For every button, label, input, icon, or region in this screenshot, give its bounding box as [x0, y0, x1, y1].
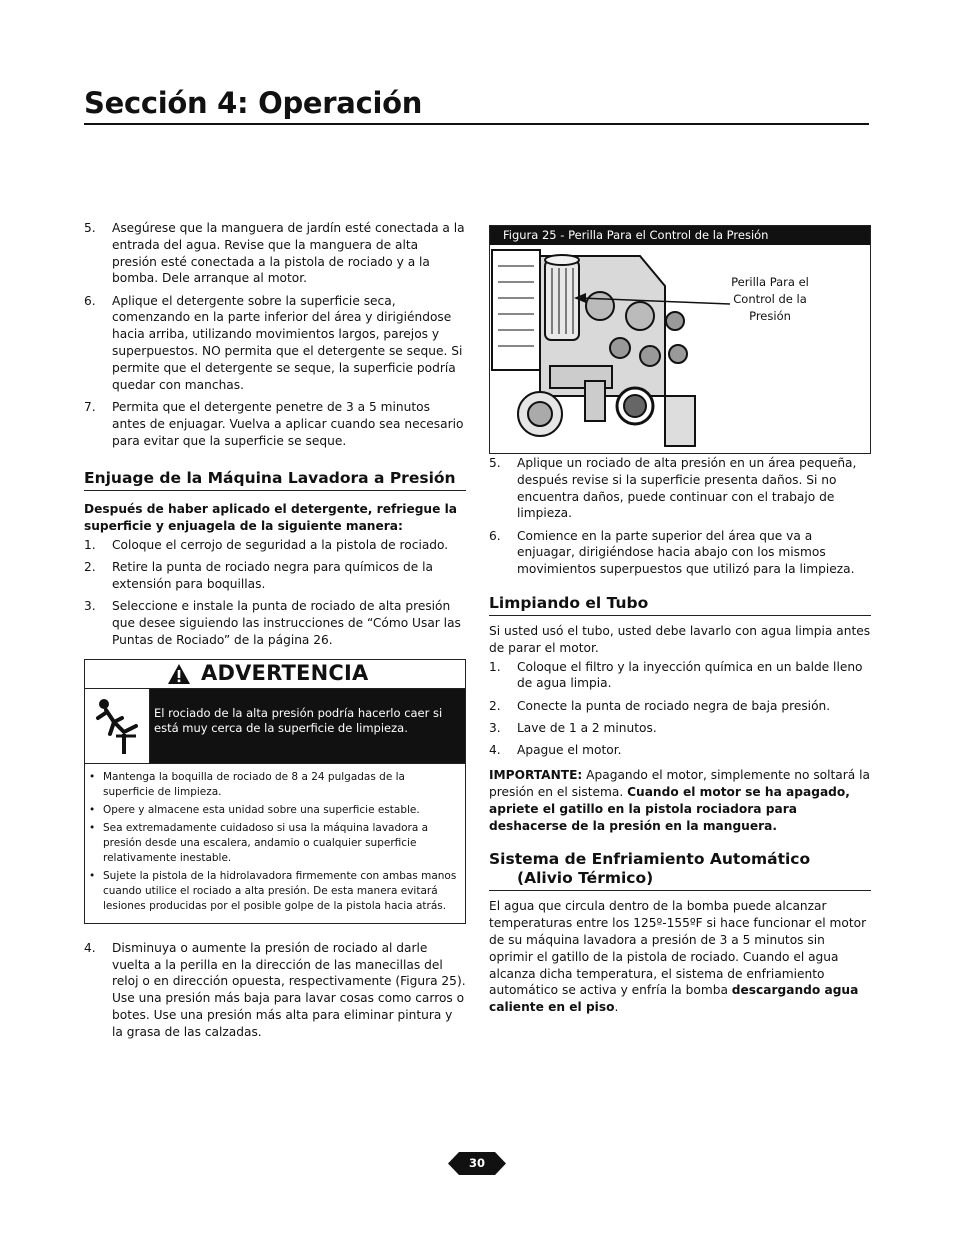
right-column — [489, 455, 871, 1022]
rinse-heading: Enjuage de la Máquina Lavadora a Presión — [84, 469, 466, 491]
list-item: 3. Lave de 1 a 2 minutos. — [489, 721, 657, 736]
important-note: IMPORTANTE: Apagando el motor, simplemente no soltará la presión en el sistema. Cuando el motor se ha apagado, apriete el gatillo en la pistola rociadora para deshacerse de la presión en la manguera. — [489, 768, 870, 833]
slip-fall-icon — [85, 689, 150, 763]
warning-bullets — [85, 764, 465, 923]
list-item: • Sujete la pistola de la hidrolavadora firmemente con ambas manos cuando utilice el rociado a alta presión. De esta manera evitará lesiones producidas por el posible golpe de la pistola hacia atrás. — [103, 869, 459, 914]
list-item: 6. Comience en la parte superior del área que va a enjuagar, dirigiéndose hacia abajo con los mismos movimientos superpuestos que utilizó para la limpieza. — [489, 528, 855, 577]
list-item: 5. Asegúrese que la manguera de jardín esté conectada a la entrada del agua. Revise que la manguera de alta presión esté conectada a la pistola de rociado y a la bomba. Dele arranque al motor. — [84, 221, 465, 286]
figure-25 — [489, 225, 871, 454]
list-item: • Sea extremadamente cuidadoso si usa la máquina lavadora a presión desde una escalera, andamio o cualquier superficie relativamente inestable. — [103, 821, 459, 866]
warning-box — [84, 659, 466, 924]
rinse-steps-cont — [489, 455, 871, 578]
warning-body — [85, 689, 465, 764]
warning-message: El rociado de la alta presión podría hacerlo caer si está muy cerca de la superficie de limpieza. — [150, 689, 465, 763]
figure-caption: Figura 25 - Perilla Para el Control de la Presión — [490, 226, 870, 245]
cooling-heading: Sistema de Enfriamiento Automático (Alivio Térmico) — [489, 850, 871, 891]
list-item: 5. Aplique un rociado de alta presión en un área pequeña, después revise si la superficie presenta daños. Si no encuentra daños, puede continuar con el trabajo de limpieza. — [489, 456, 857, 521]
page-number-badge — [448, 1152, 506, 1175]
detergent-steps — [84, 220, 466, 449]
warning-header — [85, 660, 465, 689]
list-item: • Mantenga la boquilla de rociado de 8 a 24 pulgadas de la superficie de limpieza. — [103, 770, 459, 800]
list-item: 4. Apague el motor. — [489, 743, 622, 758]
list-item: 3. Seleccione e instale la punta de rociado de alta presión que desee siguiendo las instrucciones de “Cómo Usar las Puntas de Rociado” de la página 26. — [84, 599, 461, 647]
page-title: Sección 4: Operación — [84, 86, 423, 120]
list-item: 1. Coloque el filtro y la inyección química en un balde lleno de agua limpia. — [489, 659, 863, 691]
rinse-intro: Después de haber aplicado el detergente, refriegue la superficie y enjuagela de la siguiente manera: — [84, 502, 458, 534]
knob-label: Perilla Para el Control de la Presión — [731, 275, 809, 323]
left-column — [84, 220, 466, 1046]
list-item: 4. Disminuya o aumente la presión de rociado al darle vuelta a la perilla en la dirección de las manecillas del reloj o en dirección opuesta, respectivamente (Figura 25). Use una presión más baja para lavar cosas como carros o botes. Use una presión más alta para eliminar pintura y la grasa de las calzadas. — [84, 940, 466, 1039]
pressure-steps — [84, 940, 466, 1041]
warning-title: ADVERTENCIA — [201, 661, 369, 686]
list-item: 2. Conecte la punta de rociado negra de baja presión. — [489, 698, 831, 713]
list-item: 2. Retire la punta de rociado negra para químicos de la extensión para boquillas. — [84, 560, 433, 592]
cooling-text: El agua que circula dentro de la bomba puede alcanzar temperaturas entre los 125º-155ºF si hace funcionar el motor de su máquina lavadora a presión de 3 a 5 minutos sin oprimir el gatillo de la pistola de rociado. Cuando el agua alcanza dicha temperatura, el sistema de enfriamiento automático se activa y enfría la bomba descargando agua caliente en el piso. — [489, 899, 867, 1015]
tube-heading: Limpiando el Tubo — [489, 594, 871, 616]
list-item: 1. Coloque el cerrojo de seguridad a la pistola de rociado. — [84, 537, 449, 552]
tube-intro: Si usted usó el tubo, usted debe lavarlo con agua limpia antes de parar el motor. — [489, 624, 871, 655]
list-item: 7. Permita que el detergente penetre de 3 a 5 minutos antes de enjuagar. Vuelva a aplicar cuando sea necesario para evitar que la superficie se seque. — [84, 399, 464, 448]
tube-steps — [489, 659, 871, 759]
warning-triangle-icon — [167, 663, 191, 685]
title-rule — [84, 123, 869, 125]
rinse-steps — [84, 537, 466, 649]
list-item: • Opere y almacene esta unidad sobre una superficie estable. — [103, 803, 459, 818]
page-number: 30 — [468, 1156, 485, 1170]
list-item: 6. Aplique el detergente sobre la superficie seca, comenzando en la parte inferior del área y dirigiéndose hacia arriba, utilizando movimientos largos, parejos y superpuestos. NO permita que el detergente se seque. Si permite que el detergente se seque, la superficie podría quedar con manchas. — [84, 293, 463, 392]
